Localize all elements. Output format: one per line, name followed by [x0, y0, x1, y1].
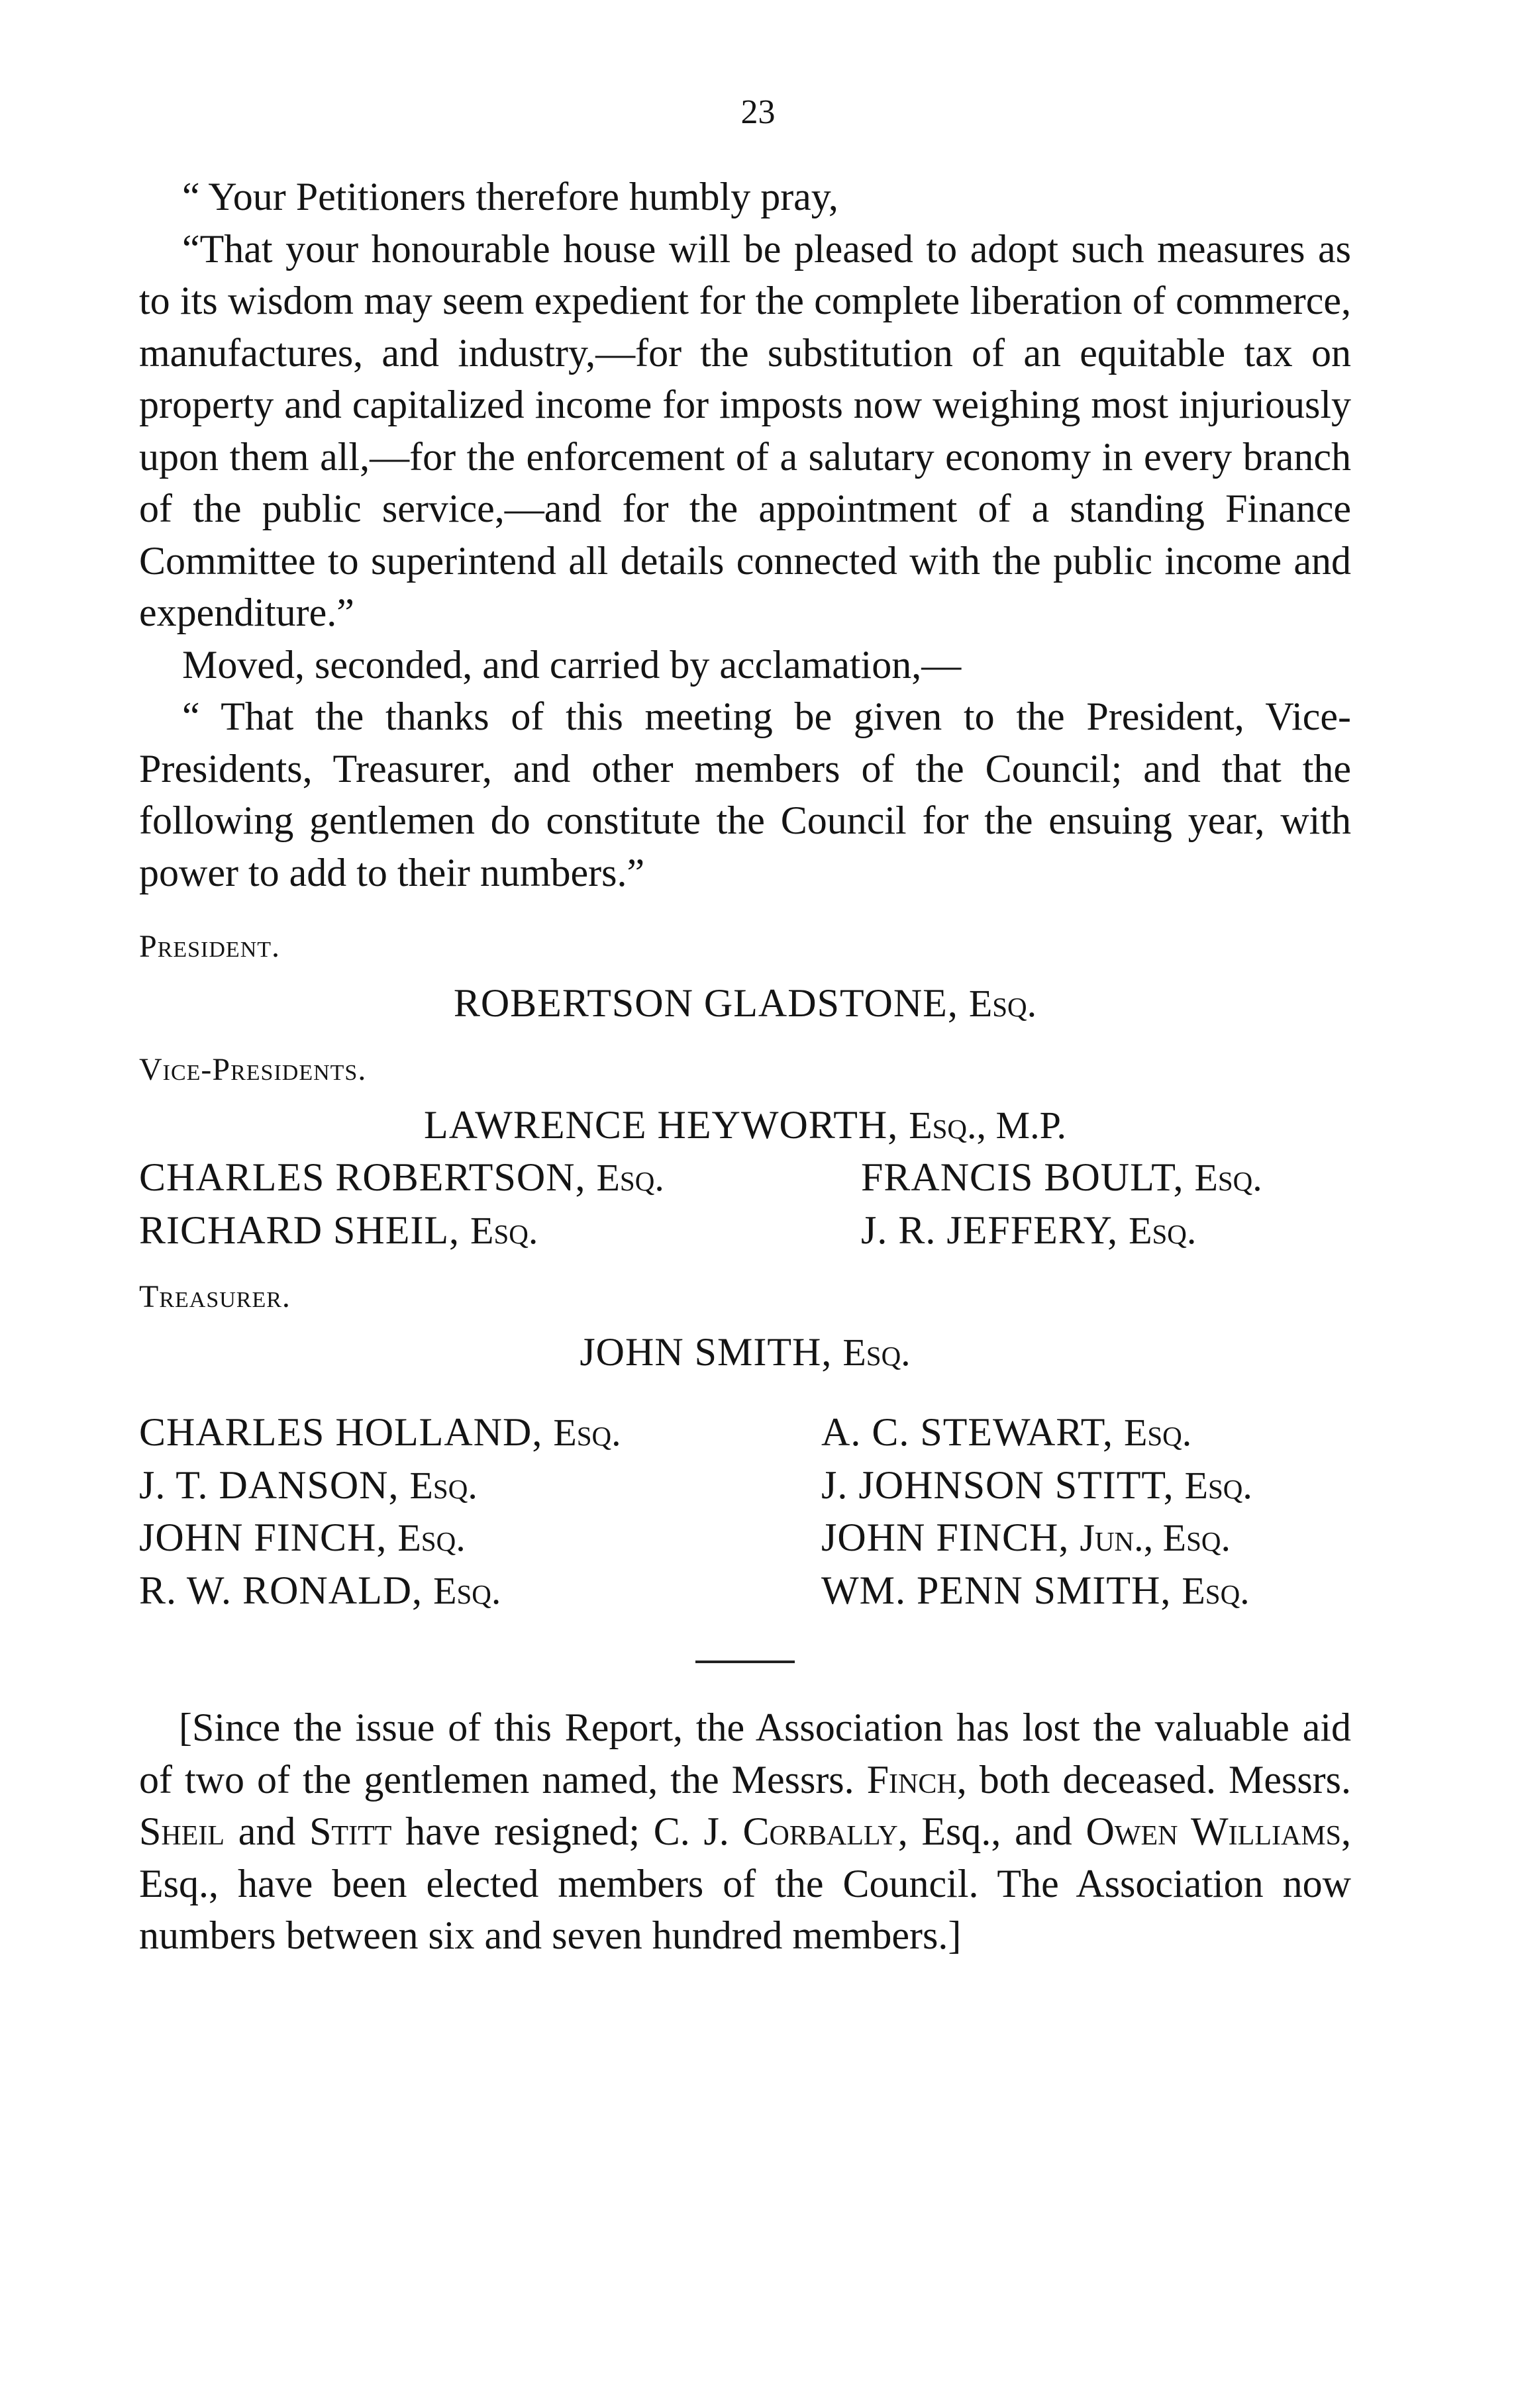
page-body: [139, 171, 1351, 1962]
petition-prayer: “That your honourable house will be pleased to adopt such measures as to its wisdom may seem expedient for the complete liberation of commerce, manufactures, and industry,—for the substitution of an equitable tax on property and capitalized income for imposts now weighing most injuriously upon them all,—for the enforcement of a salutary economy in every branch of the public service,—and for the appointment of a standing Finance Committee to superintend all details connected with the public income and expenditure.”: [139, 226, 1351, 634]
member-right: [821, 1565, 1351, 1617]
vice-suffix: Esq.: [596, 1156, 664, 1199]
vice-right: [861, 1151, 1351, 1204]
vice-lead-suffix: Esq., M.P.: [909, 1103, 1066, 1147]
president-name: ROBERTSON GLADSTONE,: [453, 981, 958, 1025]
vice-presidents-heading: Vice-Presidents.: [139, 1052, 367, 1087]
vice-name: RICHARD SHEIL,: [139, 1208, 460, 1252]
closing-note: [139, 1702, 1351, 1962]
member-name: CHARLES HOLLAND,: [139, 1410, 543, 1454]
note-name-finch: Finch: [866, 1757, 957, 1802]
motion-text: “ That the thanks of this meeting be given to the President, Vice-Presidents, Treasurer, and other members of the Council; and that the following gentlemen do constitute the Council for the ensuing year, with power to add to their numbers.”: [139, 695, 1351, 894]
vice-lead-line: [139, 1099, 1351, 1152]
vice-name: CHARLES ROBERTSON,: [139, 1155, 586, 1199]
member-left: [139, 1459, 821, 1512]
member-left: [139, 1512, 821, 1565]
vice-left: [139, 1151, 821, 1204]
member-suffix: Esq.: [433, 1568, 501, 1612]
member-left: [139, 1565, 821, 1617]
member-suffix: Esq.: [553, 1411, 621, 1454]
note-text: , both deceased. Messrs.: [956, 1757, 1352, 1802]
vice-name: FRANCIS BOULT,: [861, 1155, 1184, 1199]
note-text: , Esq., and: [897, 1809, 1086, 1853]
member-row: [139, 1406, 1351, 1459]
member-name: JOHN FINCH,: [821, 1516, 1070, 1559]
member-suffix: Esq.: [1184, 1463, 1252, 1507]
vice-row: [139, 1151, 1351, 1204]
member-name: J. T. DANSON,: [139, 1463, 399, 1507]
member-name: A. C. STEWART,: [821, 1410, 1113, 1454]
vice-suffix: Esq.: [1194, 1156, 1262, 1199]
vice-suffix: Esq.: [1129, 1208, 1197, 1252]
member-name: J. JOHNSON STITT,: [821, 1463, 1174, 1507]
council-members: [139, 1406, 1351, 1617]
note-name-owen-williams: Owen Williams: [1086, 1809, 1342, 1853]
member-suffix: Esq.: [409, 1463, 478, 1507]
vice-row: [139, 1204, 1351, 1257]
member-suffix: Esq.: [1123, 1411, 1192, 1454]
president-suffix: Esq.: [968, 981, 1037, 1025]
member-right: [821, 1459, 1351, 1512]
member-right: [821, 1512, 1351, 1565]
note-text: have resigned; C. J.: [391, 1809, 743, 1853]
note-text: and: [225, 1809, 310, 1853]
petition-opening: “ Your Petitioners therefore humbly pray,: [182, 175, 838, 218]
note-name-stitt: Stitt: [309, 1809, 392, 1853]
note-name-corbally: Corbally: [742, 1809, 898, 1853]
vice-name: J. R. JEFFERY,: [861, 1208, 1119, 1252]
vice-right: [861, 1204, 1351, 1257]
page-number: 23: [740, 93, 776, 131]
note-text: , Esq., have been elected members of the Council. The Association now numbers between six and seven hundred members.]: [139, 1809, 1352, 1957]
motion-intro: Moved, seconded, and carried by acclamation,—: [182, 642, 962, 687]
member-name: WM. PENN SMITH,: [821, 1568, 1172, 1612]
treasurer-name: JOHN SMITH,: [580, 1329, 833, 1374]
member-row: [139, 1459, 1351, 1512]
note-name-sheil: Sheil: [139, 1809, 225, 1853]
member-row: [139, 1565, 1351, 1617]
treasurer-heading: Treasurer.: [139, 1279, 291, 1314]
president-heading: President.: [139, 929, 281, 964]
vice-suffix: Esq.: [470, 1208, 538, 1252]
member-suffix: Jun., Esq.: [1080, 1516, 1231, 1559]
member-name: JOHN FINCH,: [139, 1516, 387, 1559]
president-name-line: [139, 977, 1351, 1030]
member-suffix: Esq.: [1182, 1568, 1250, 1612]
member-right: [821, 1406, 1351, 1459]
member-row: [139, 1512, 1351, 1565]
vice-lead-name: LAWRENCE HEYWORTH,: [424, 1102, 899, 1147]
member-left: [139, 1406, 821, 1459]
member-suffix: Esq.: [397, 1516, 466, 1559]
treasurer-name-line: [139, 1326, 1351, 1379]
member-name: R. W. RONALD,: [139, 1568, 423, 1612]
note-text: [Since the issue of this Report, the Association has lost the valuable aid of two of the gentlemen named, the Messrs.: [139, 1706, 1351, 1802]
treasurer-suffix: Esq.: [842, 1330, 911, 1374]
vice-left: [139, 1204, 821, 1257]
